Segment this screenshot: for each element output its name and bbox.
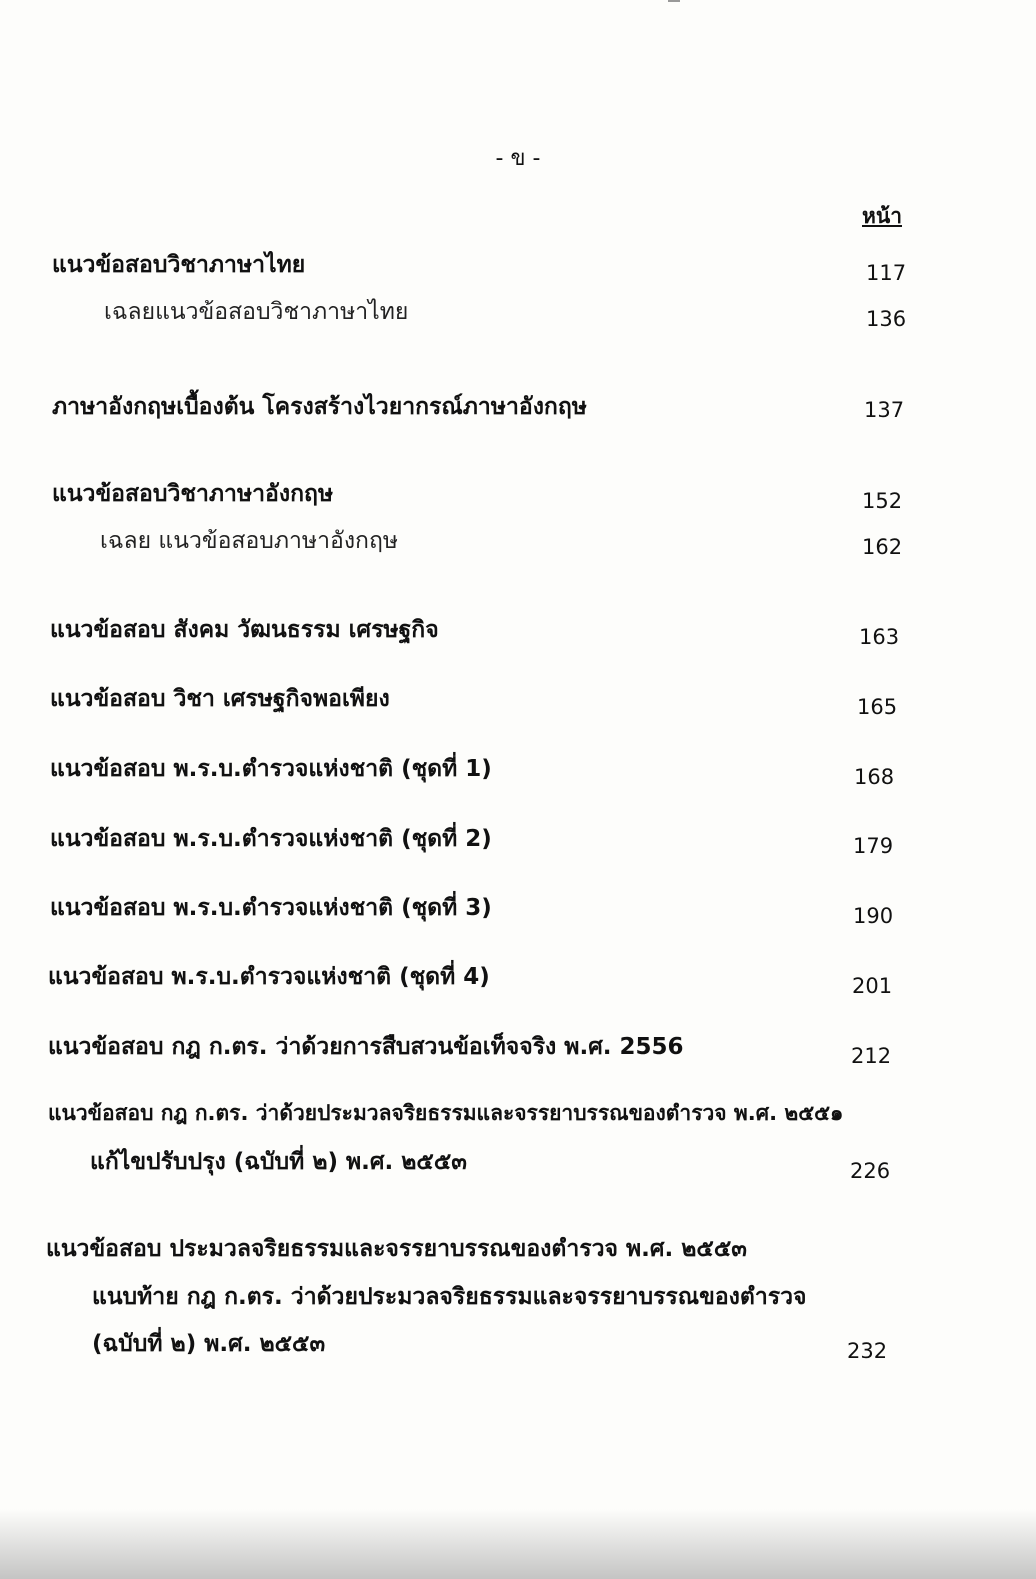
- scan-mark: [668, 0, 680, 2]
- toc-page-number: 179: [853, 834, 894, 858]
- toc-title: แนวข้อสอบ กฎ ก.ตร. ว่าด้วยประมวลจริยธรรมและจรรยาบรรณของตำรวจ พ.ศ. ๒๕๕๑: [48, 1101, 844, 1125]
- toc-title-continued: แก้ไขปรับปรุง (ฉบับที่ ๒) พ.ศ. ๒๕๕๓: [90, 1149, 467, 1175]
- toc-title-continued: (ฉบับที่ ๒) พ.ศ. ๒๕๕๓: [92, 1331, 326, 1357]
- toc-subtitle: เฉลย แนวข้อสอบภาษาอังกฤษ: [100, 528, 399, 554]
- toc-page-number: 212: [851, 1044, 892, 1068]
- page-column-heading: หน้า: [862, 204, 902, 228]
- toc-page-number: 117: [866, 261, 907, 285]
- toc-title: แนวข้อสอบ วิชา เศรษฐกิจพอเพียง: [50, 686, 390, 712]
- toc-page-number: 162: [862, 535, 903, 559]
- toc-page-number: 168: [854, 765, 895, 789]
- page-label: - ข -: [495, 146, 541, 171]
- toc-title: แนวข้อสอบ พ.ร.บ.ตำรวจแห่งชาติ (ชุดที่ 4): [48, 964, 490, 990]
- toc-title: แนวข้อสอบ พ.ร.บ.ตำรวจแห่งชาติ (ชุดที่ 3): [50, 895, 492, 921]
- toc-page-number: 152: [862, 489, 903, 513]
- toc-page-number: 226: [850, 1159, 891, 1183]
- toc-page-number: 232: [847, 1339, 888, 1363]
- scan-shadow: [0, 1509, 1036, 1579]
- toc-page-number: 165: [857, 695, 898, 719]
- toc-page-number: 137: [864, 398, 905, 422]
- toc-title: แนวข้อสอบ พ.ร.บ.ตำรวจแห่งชาติ (ชุดที่ 2): [50, 826, 492, 852]
- toc-page-number: 201: [852, 974, 893, 998]
- toc-page-number: 190: [853, 904, 894, 928]
- toc-page-number: 136: [866, 307, 907, 331]
- toc-page-number: 163: [859, 625, 900, 649]
- toc-title: ภาษาอังกฤษเบื้องต้น โครงสร้างไวยากรณ์ภาษาอังกฤษ: [52, 394, 587, 420]
- toc-title: แนวข้อสอบ พ.ร.บ.ตำรวจแห่งชาติ (ชุดที่ 1): [50, 756, 492, 782]
- toc-title: แนวข้อสอบวิชาภาษาอังกฤษ: [52, 481, 334, 507]
- toc-title: แนวข้อสอบวิชาภาษาไทย: [52, 252, 306, 278]
- toc-title: แนวข้อสอบ สังคม วัฒนธรรม เศรษฐกิจ: [50, 617, 439, 643]
- toc-title-continued: แนบท้าย กฎ ก.ตร. ว่าด้วยประมวลจริยธรรมและจรรยาบรรณของตำรวจ: [92, 1284, 807, 1310]
- toc-title: แนวข้อสอบ กฎ ก.ตร. ว่าด้วยการสืบสวนข้อเท็จจริง พ.ศ. 2556: [48, 1034, 684, 1060]
- toc-subtitle: เฉลยแนวข้อสอบวิชาภาษาไทย: [104, 299, 409, 325]
- toc-title: แนวข้อสอบ ประมวลจริยธรรมและจรรยาบรรณของตำรวจ พ.ศ. ๒๕๕๓: [46, 1236, 747, 1262]
